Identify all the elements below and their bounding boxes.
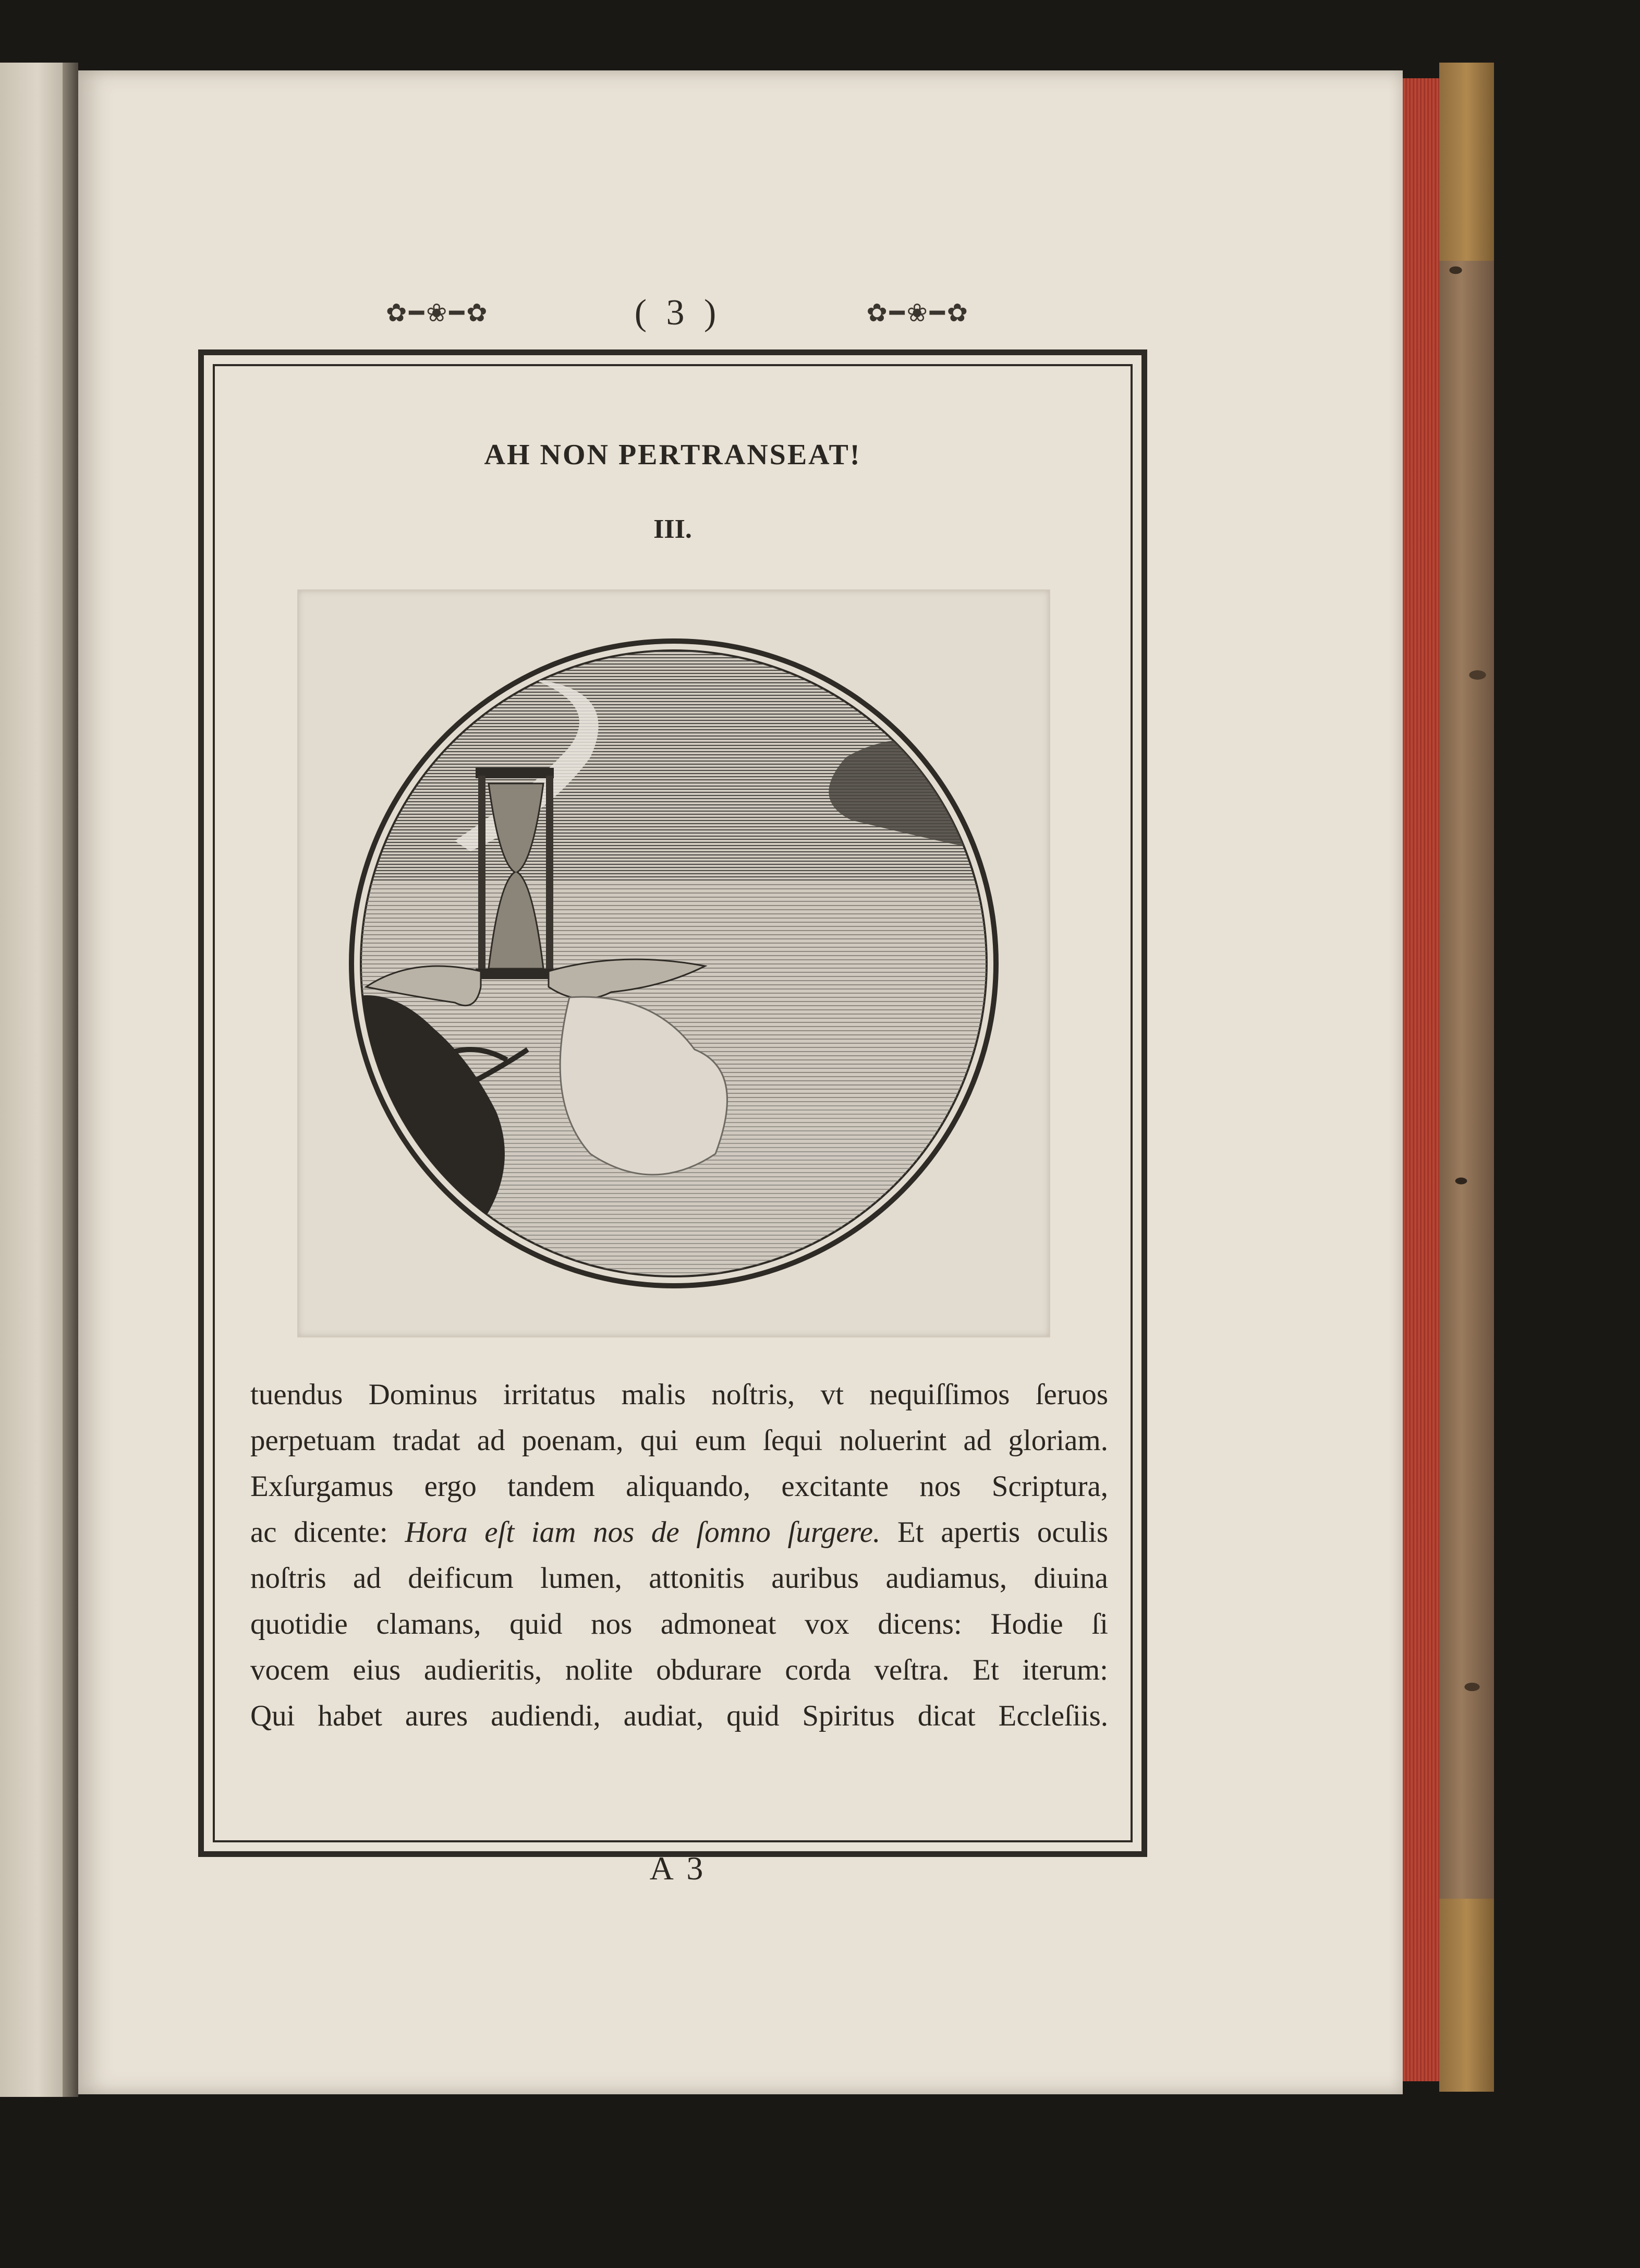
ornament-right-icon: ✿━❀━✿: [866, 299, 970, 327]
text-segment: noſtris ad deificum lumen, attonitis auribus audiamus, diuina: [250, 1562, 1108, 1595]
page-number: ( 3 ): [634, 293, 722, 333]
ornament-left-icon: ✿━❀━✿: [386, 299, 490, 327]
section-number: III.: [653, 514, 692, 544]
hourglass-with-wings-icon: [298, 590, 1049, 1336]
text-segment-italic: Hora eſt iam nos de ſomno ſurgere.: [405, 1516, 881, 1549]
engraving-plate: [297, 589, 1050, 1337]
leather-corner-bottom: [1439, 1899, 1494, 2092]
text-line-7: [250, 1647, 1108, 1693]
running-head: [386, 292, 970, 334]
text-line-5: [250, 1555, 1108, 1601]
red-page-edges: [1403, 78, 1439, 2081]
text-segment: Qui habet aures audiendi, audiat, quid Spiritus dicat Eccleſiis.: [250, 1699, 1108, 1732]
marbled-binding: [1439, 68, 1494, 2092]
text-line-3: [250, 1464, 1108, 1510]
text-segment: vocem eius audieritis, nolite obdurare corda veſtra. Et iterum:: [250, 1654, 1108, 1686]
leather-corner-top: [1439, 63, 1494, 261]
text-segment: Et apertis oculis: [880, 1516, 1108, 1549]
book-gutter: [63, 63, 78, 2097]
text-line-1: [250, 1372, 1108, 1418]
text-line-2: [250, 1418, 1108, 1464]
text-line-4: [250, 1510, 1108, 1555]
signature-mark: A 3: [649, 1850, 707, 1887]
body-text: [250, 1372, 1108, 1739]
text-segment: perpetuam tradat ad poenam, qui eum ſequi noluerint ad gloriam.: [250, 1424, 1108, 1457]
text-segment: tuendus Dominus irritatus malis noſtris, vt nequiſſimos ſeruos: [250, 1378, 1108, 1411]
text-segment: quotidie clamans, quid nos admoneat vox dicens: Hodie ſi: [250, 1608, 1108, 1640]
text-line-6: [250, 1601, 1108, 1647]
left-page-edge: [0, 63, 63, 2097]
text-line-8: [250, 1693, 1108, 1739]
text-segment: Exſurgamus ergo tandem aliquando, excitante nos Scriptura,: [250, 1470, 1108, 1503]
page-title: AH NON PERTRANSEAT!: [484, 439, 861, 471]
text-segment: ac dicente:: [250, 1516, 405, 1549]
